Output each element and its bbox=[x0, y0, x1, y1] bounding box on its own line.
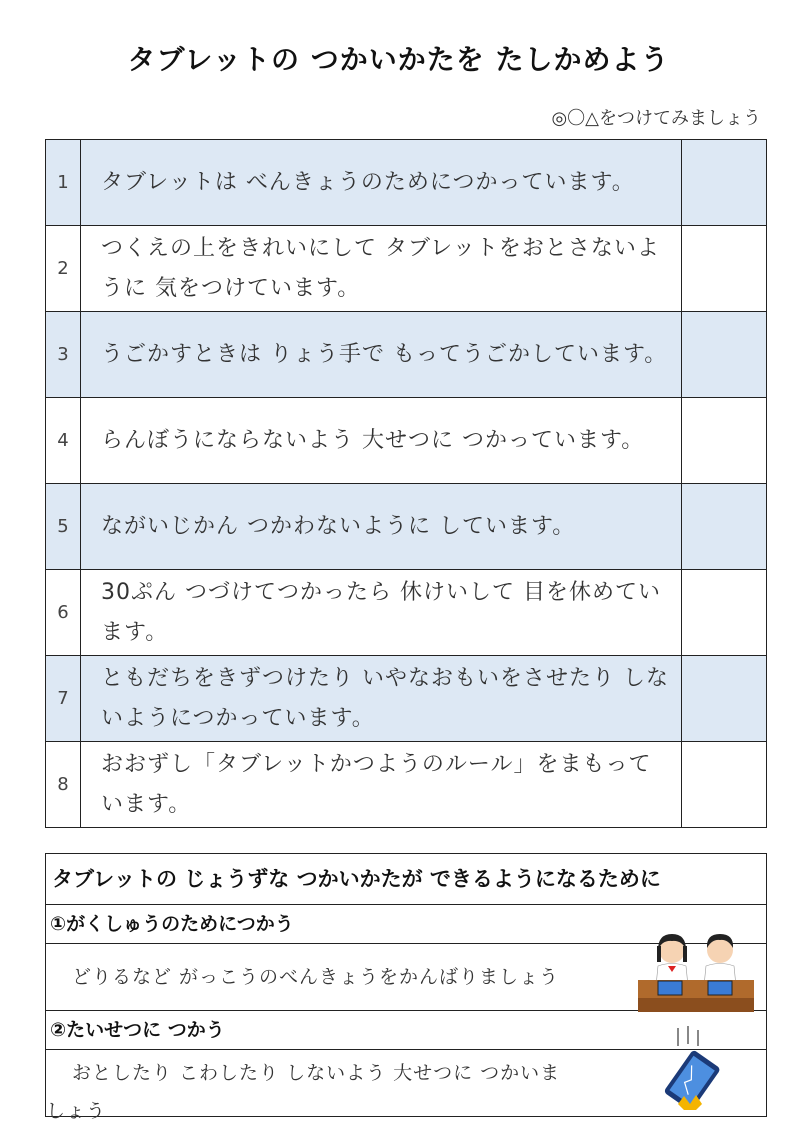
check-cell[interactable] bbox=[682, 742, 767, 828]
row-number: 6 bbox=[46, 570, 81, 656]
tips-title: タブレットの じょうずな つかいかたが できるようになるために bbox=[46, 854, 766, 905]
tip-body-line: おとしたり こわしたり しないよう 大せつに つかいま bbox=[72, 1062, 561, 1084]
check-cell[interactable] bbox=[682, 570, 767, 656]
row-text: ともだちをきずつけたり いやなおもいをさせたり しないようにつかっています。 bbox=[81, 656, 682, 742]
check-cell[interactable] bbox=[682, 656, 767, 742]
tip-heading: ②たいせつに つかう bbox=[46, 1011, 766, 1050]
row-number: 1 bbox=[46, 140, 81, 226]
check-cell[interactable] bbox=[682, 226, 767, 312]
row-text: らんぼうにならないよう 大せつに つかっています。 bbox=[81, 398, 682, 484]
check-cell[interactable] bbox=[682, 140, 767, 226]
students-with-tablets-illustration bbox=[636, 928, 756, 1016]
table-row bbox=[46, 226, 767, 312]
row-number: 3 bbox=[46, 312, 81, 398]
table-row bbox=[46, 742, 767, 828]
row-number: 5 bbox=[46, 484, 81, 570]
tips-box bbox=[45, 853, 767, 1122]
check-cell[interactable] bbox=[682, 398, 767, 484]
row-text: うごかすときは りょう手で もってうごかしています。 bbox=[81, 312, 682, 398]
row-text: タブレットは べんきょうのためにつかっています。 bbox=[81, 140, 682, 226]
check-cell[interactable] bbox=[682, 312, 767, 398]
row-text: おおずし「タブレットかつようのルール」をまもっています。 bbox=[81, 742, 682, 828]
instruction-text: ◎〇△をつけてみましょう bbox=[551, 108, 761, 129]
row-number: 2 bbox=[46, 226, 81, 312]
row-number: 4 bbox=[46, 398, 81, 484]
row-text: 30ぷん つづけてつかったら 休けいして 目を休めています。 bbox=[81, 570, 682, 656]
table-row bbox=[46, 398, 767, 484]
table-row bbox=[46, 656, 767, 742]
row-number: 8 bbox=[46, 742, 81, 828]
dropped-tablet-illustration bbox=[656, 1024, 726, 1114]
tip-heading: ①がくしゅうのためにつかう bbox=[46, 905, 766, 944]
table-row bbox=[46, 140, 767, 226]
tip-body-line: しょう bbox=[46, 1100, 107, 1122]
table-row bbox=[46, 570, 767, 656]
table-row bbox=[46, 312, 767, 398]
row-number: 7 bbox=[46, 656, 81, 742]
checklist-table bbox=[45, 139, 767, 828]
table-row bbox=[46, 484, 767, 570]
row-text: つくえの上をきれいにして タブレットをおとさないように 気をつけています。 bbox=[81, 226, 682, 312]
page-title: タブレットの つかいかたを たしかめよう bbox=[127, 43, 670, 76]
check-cell[interactable] bbox=[682, 484, 767, 570]
tip-body: どりるなど がっこうのべんきょうをかんばりましょう bbox=[46, 944, 766, 1011]
row-text: ながいじかん つかわないように しています。 bbox=[81, 484, 682, 570]
